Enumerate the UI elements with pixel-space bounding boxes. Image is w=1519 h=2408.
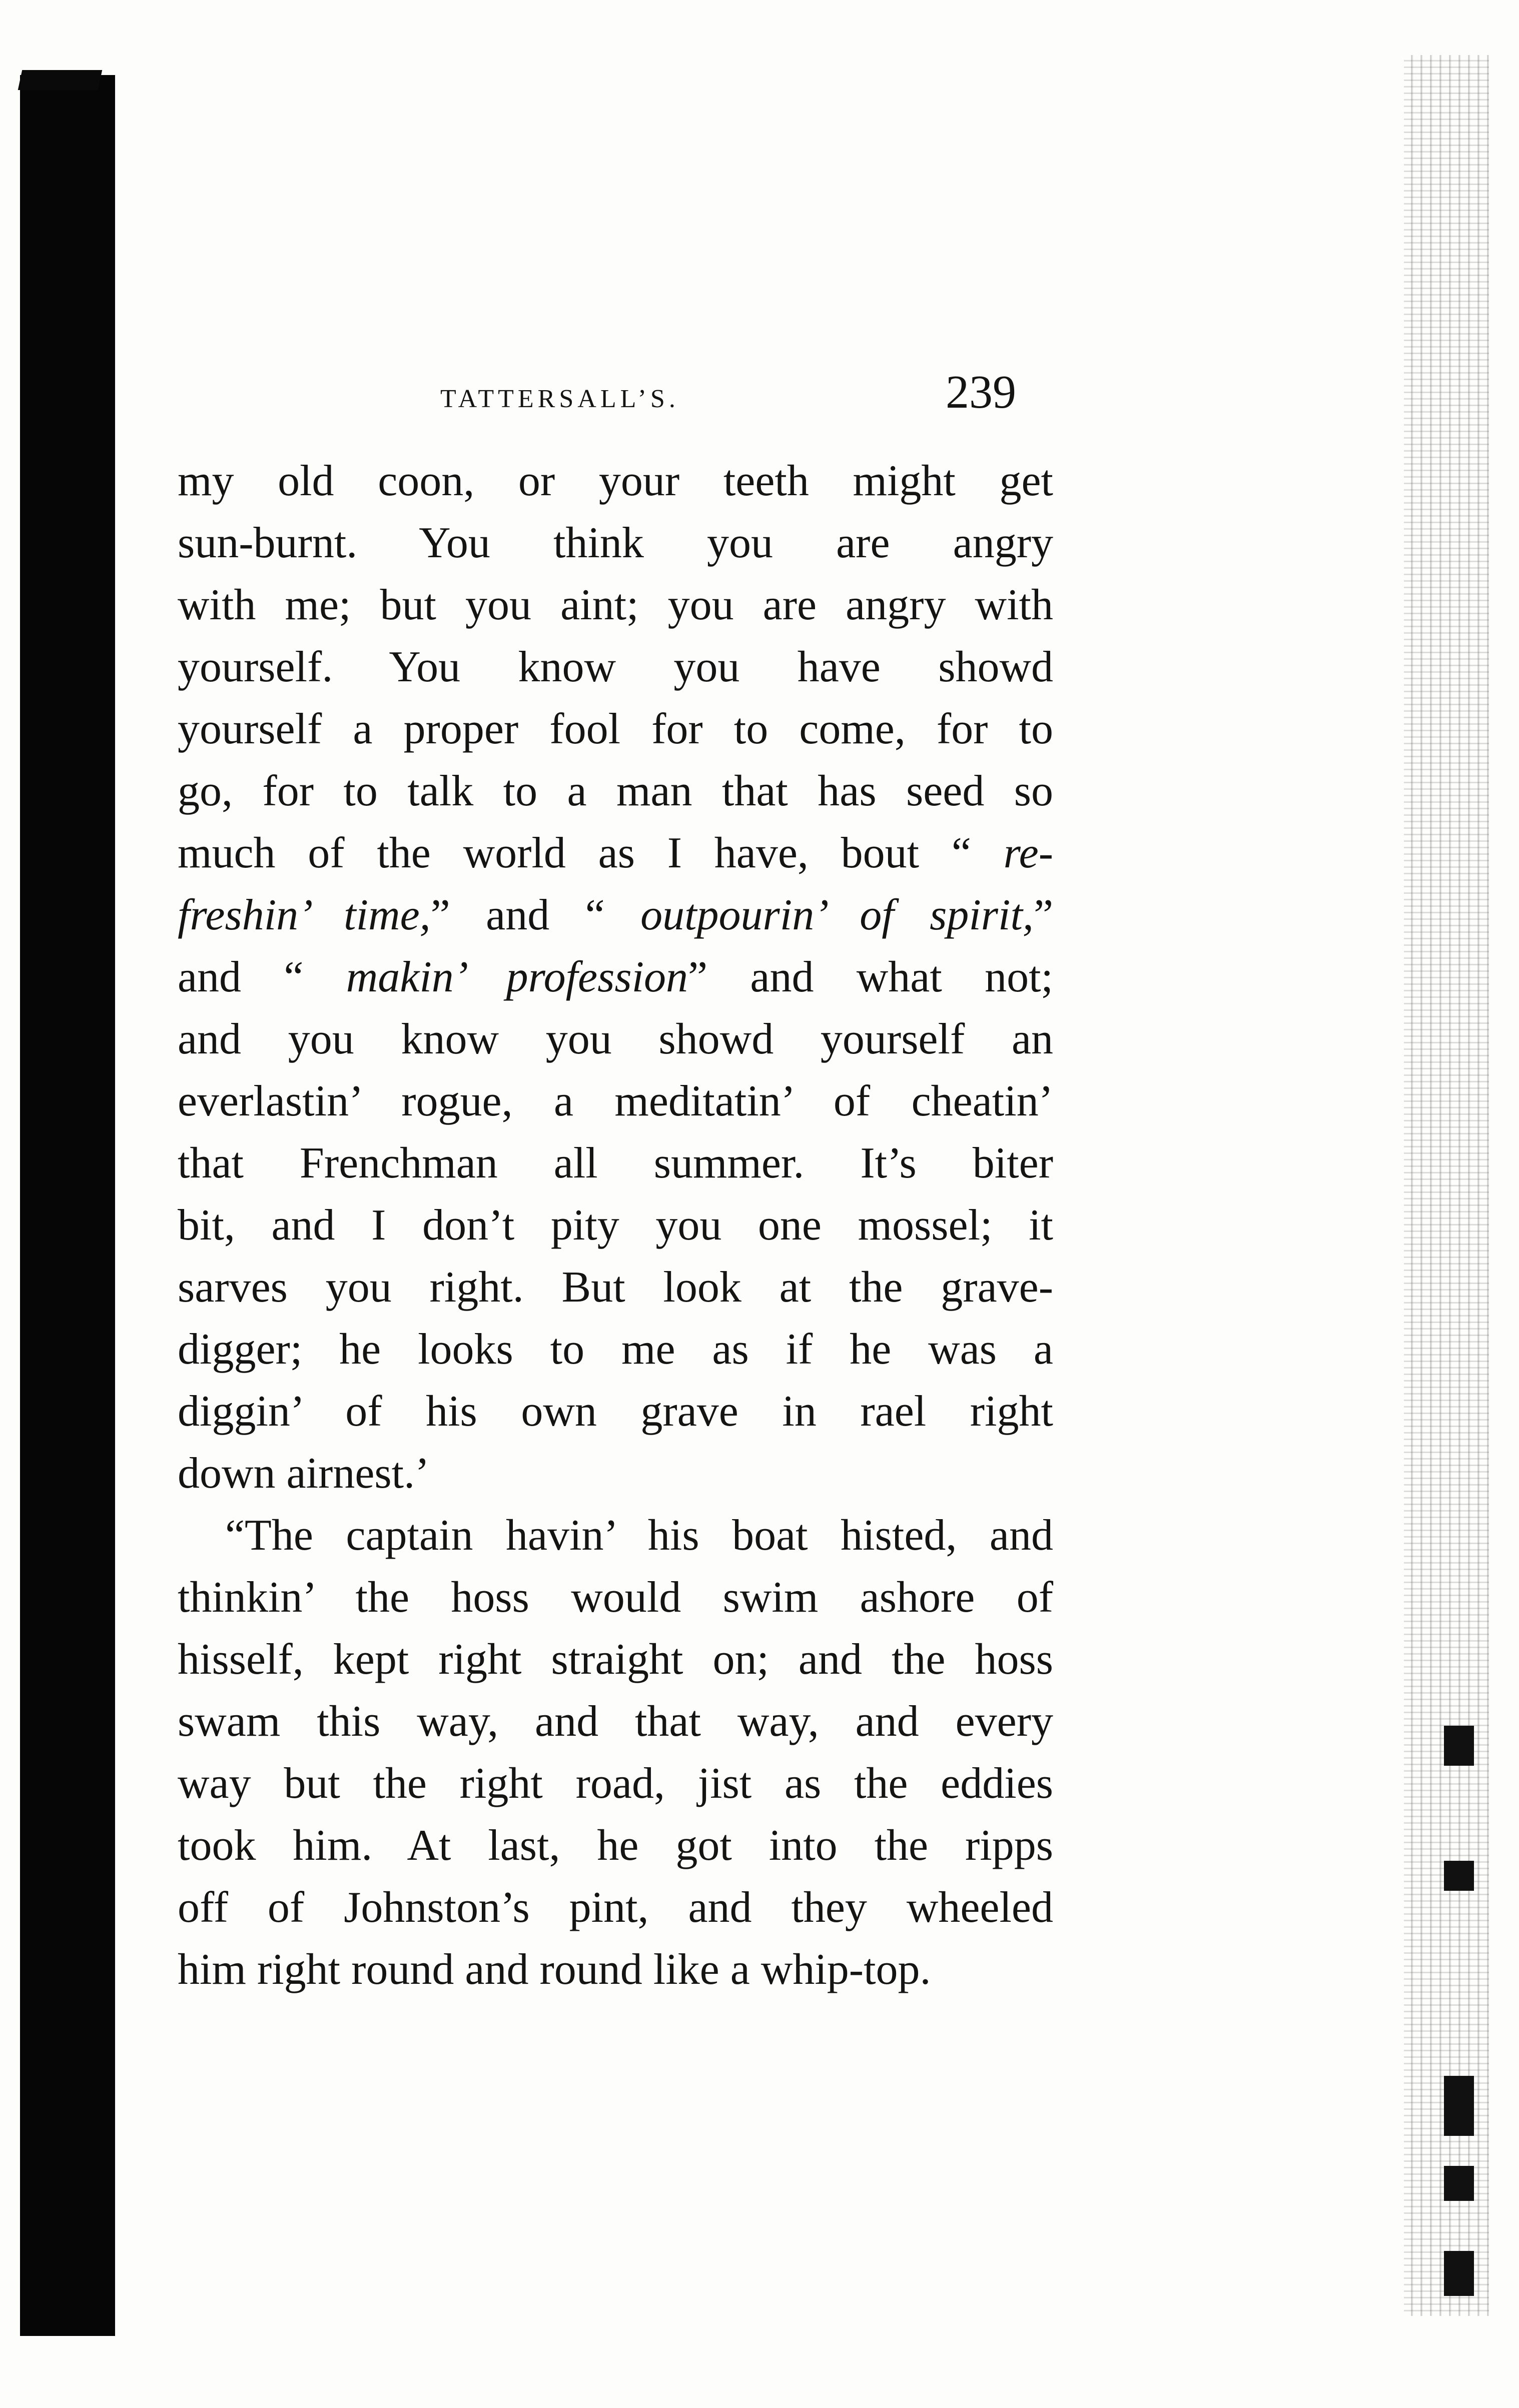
text-segment: off of Johnston’s pint, and they wheeled — [178, 1883, 1053, 1932]
text-segment: my old coon, or your teeth might get — [178, 457, 1053, 505]
scan-artifact — [1444, 2251, 1474, 2296]
italic-text-segment: makin’ profession — [346, 953, 688, 1001]
page-edge-noise — [1404, 55, 1489, 2316]
page-header — [180, 365, 1031, 420]
text-line — [178, 512, 1053, 574]
scan-artifact — [1444, 2166, 1474, 2201]
text-line — [178, 1008, 1053, 1070]
text-line — [178, 1877, 1053, 1939]
scan-artifact — [1444, 1726, 1474, 1766]
text-segment: and “ — [178, 953, 346, 1001]
text-segment: with me; but you aint; you are angry with — [178, 581, 1053, 629]
page-number: 239 — [946, 366, 1016, 418]
text-line — [178, 1815, 1053, 1877]
text-segment: ” and what not; — [688, 953, 1053, 1001]
text-segment: “The captain havin’ his boat histed, and — [225, 1511, 1053, 1560]
page-binding-corner — [18, 70, 103, 90]
text-segment: everlastin’ rogue, a meditatin’ of cheatin’ — [178, 1077, 1053, 1125]
text-segment: down airnest.’ — [178, 1449, 430, 1498]
text-line — [178, 1939, 1053, 2001]
italic-text-segment: outpourin’ of spirit, — [640, 891, 1034, 939]
text-segment: go, for to talk to a man that has seed so — [178, 767, 1053, 815]
text-segment: much of the world as I have, bout “ — [178, 829, 1004, 877]
text-segment: took him. At last, he got into the ripps — [178, 1821, 1053, 1870]
text-segment: swam this way, and that way, and every — [178, 1697, 1053, 1746]
italic-text-segment: freshin’ time, — [178, 891, 431, 939]
text-line — [178, 1194, 1053, 1257]
italic-text-segment: re- — [1003, 829, 1053, 877]
text-segment: sarves you right. But look at the grave- — [178, 1263, 1053, 1312]
text-segment: sun-burnt. You think you are angry — [178, 519, 1053, 567]
text-segment: diggin’ of his own grave in rael right — [178, 1387, 1053, 1436]
text-segment: ” — [1033, 891, 1053, 939]
text-line — [178, 698, 1053, 760]
text-line — [178, 1319, 1053, 1381]
running-head: TATTERSALL’S. — [440, 385, 679, 413]
text-segment: digger; he looks to me as if he was a — [178, 1325, 1053, 1374]
text-segment: him right round and round like a whip-top. — [178, 1945, 931, 1994]
text-segment: way but the right road, jist as the eddies — [178, 1759, 1053, 1808]
text-segment: bit, and I don’t pity you one mossel; it — [178, 1201, 1053, 1250]
text-line — [178, 822, 1053, 884]
page-binding-shadow — [20, 75, 115, 2336]
text-segment: and you know you showd yourself an — [178, 1015, 1053, 1063]
text-line — [178, 1629, 1053, 1691]
text-line — [178, 760, 1053, 822]
text-line — [178, 1132, 1053, 1194]
text-line — [178, 1443, 1053, 1505]
text-line — [178, 1567, 1053, 1629]
text-line — [178, 946, 1053, 1008]
text-segment: yourself. You know you have showd — [178, 643, 1053, 691]
text-line — [178, 1257, 1053, 1319]
scan-artifact — [1444, 1861, 1474, 1891]
text-line — [178, 884, 1053, 946]
text-line — [178, 1070, 1053, 1132]
text-segment: that Frenchman all summer. It’s biter — [178, 1139, 1053, 1187]
text-segment: thinkin’ the hoss would swim ashore of — [178, 1573, 1053, 1622]
text-line — [178, 1381, 1053, 1443]
text-line — [178, 1753, 1053, 1815]
text-line — [178, 450, 1053, 512]
text-segment: yourself a proper fool for to come, for to — [178, 705, 1053, 753]
text-line — [178, 636, 1053, 698]
text-line — [178, 574, 1053, 636]
text-line — [178, 1691, 1053, 1753]
text-segment: hisself, kept right straight on; and the hoss — [178, 1635, 1053, 1684]
body-text — [178, 450, 1053, 2001]
scan-artifact — [1444, 2076, 1474, 2136]
text-segment: ” and “ — [430, 891, 641, 939]
text-line — [178, 1505, 1053, 1567]
